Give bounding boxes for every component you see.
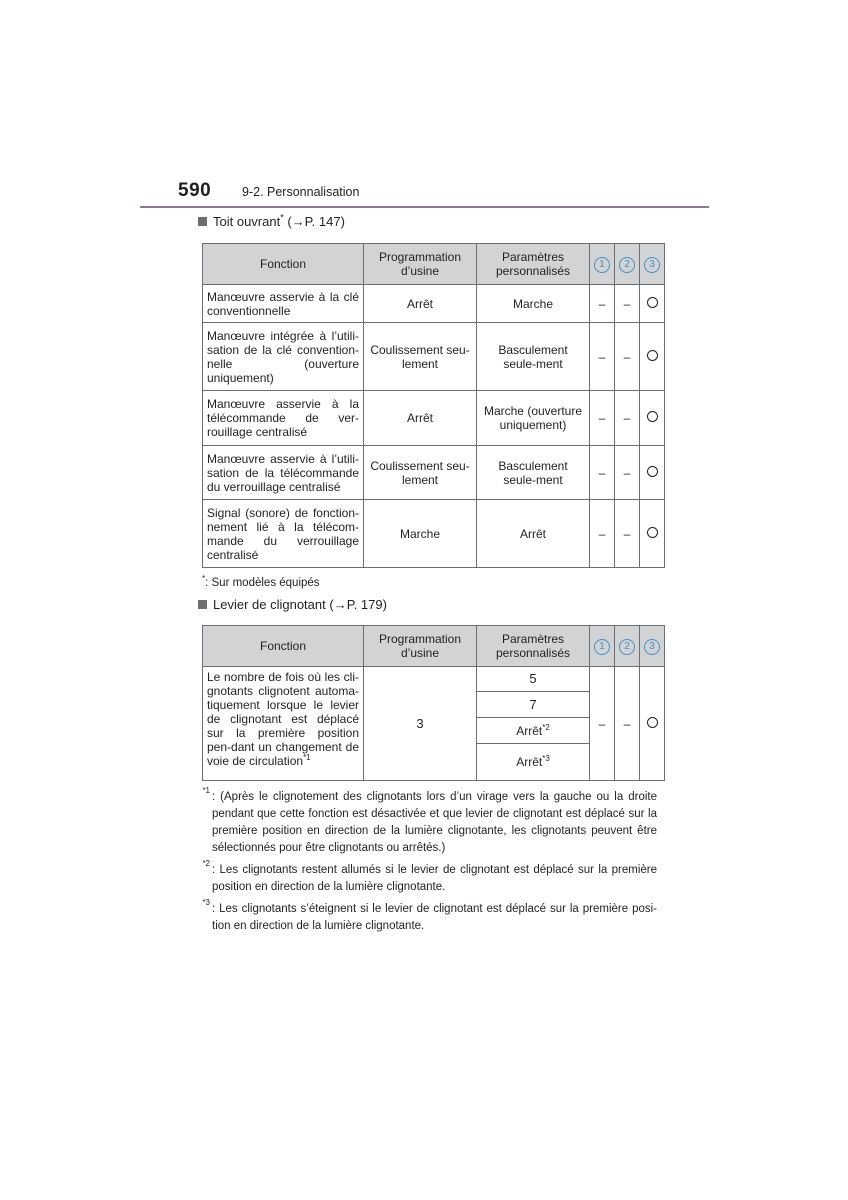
table-row: Manœuvre asservie à la télécommande de ver-rouillage centralisé Arrêt Marche (ouverture uniquement) – – <box>203 391 665 446</box>
col-function: Fonction <box>203 244 364 285</box>
col-factory: Programmation d’usine <box>364 244 477 285</box>
circled-3-icon: 3 <box>644 639 660 655</box>
table-row: Arrêt$^{*2}$ <box>203 718 665 744</box>
sunroof-table <box>202 243 665 568</box>
col-method-2 <box>615 244 640 285</box>
footnote-mark-1: *1 <box>202 786 210 796</box>
section-title-sunroof: Toit ouvrant* (→P. 147) <box>198 214 345 229</box>
table-row: Signal (sonore) de fonction-nement lié à la télécom-mande du verrouillage centralisé Marche Arrêt – – <box>203 500 665 568</box>
footnote-3: : Les clignotants s’éteignent si le levier de clignotant est déplacé sur la première posi-tion en direction de la lumière clignotante. <box>212 903 657 932</box>
col-method-1 <box>590 244 615 285</box>
circle-mark-icon <box>647 297 658 308</box>
circle-mark-icon <box>647 466 658 477</box>
table-header-row <box>203 626 665 667</box>
col-method-3 <box>640 626 665 667</box>
chapter-title: 9-2. Personnalisation <box>242 185 360 199</box>
table-row: Arrêt$^{*3}$ <box>203 744 665 781</box>
circled-2-icon: 2 <box>619 639 635 655</box>
turn-signal-table <box>202 625 665 781</box>
col-method-2 <box>615 626 640 667</box>
circled-3-icon: 3 <box>644 257 660 273</box>
table-row: Manœuvre asservie à l’utili-sation de la télécommande du verrouillage centralisé Coulissement seu-lement Basculement seule-ment – – <box>203 446 665 500</box>
circle-mark-icon <box>647 527 658 538</box>
col-custom: Paramètres personnalisés <box>477 244 590 285</box>
footnote-mark-2: *2 <box>202 859 210 869</box>
table-row: 7 <box>203 692 665 718</box>
square-bullet-icon <box>198 217 207 226</box>
footnote-2: : Les clignotants restent allumés si le levier de clignotant est déplacé sur la première position en direction de la lumière clignotante. <box>212 864 657 893</box>
page-number: 590 <box>178 180 212 201</box>
table-row: Manœuvre asservie à la clé conventionnelle Arrêt Marche – – <box>203 285 665 323</box>
footnote-1: : (Après le clignotement des clignotants lors d’un virage vers la gauche ou la droite pendant que cette fonction est désactivée et que levier de clignotant est déplacé sur la première position en direction de la lumière clignotante, les clignotants peuvent être sélectionnés pour être clignotants ou arrêtés.) <box>212 791 657 854</box>
col-method-3 <box>640 244 665 285</box>
circled-2-icon: 2 <box>619 257 635 273</box>
col-method-1 <box>590 626 615 667</box>
col-factory: Programmation d’usine <box>364 626 477 667</box>
sunroof-footnote: *: Sur modèles équipés <box>202 574 320 589</box>
circled-1-icon: 1 <box>594 257 610 273</box>
circled-1-icon: 1 <box>594 639 610 655</box>
table-row: Manœuvre intégrée à l’utili-sation de la clé convention-nelle (ouverture uniquement) Coulissement seu-lement Basculement seule-ment – – <box>203 323 665 391</box>
square-bullet-icon <box>198 600 207 609</box>
circle-mark-icon <box>647 411 658 422</box>
col-custom: Paramètres personnalisés <box>477 626 590 667</box>
circle-mark-icon <box>647 717 658 728</box>
header-rule <box>140 206 709 208</box>
table-header-row <box>203 244 665 285</box>
page-header <box>178 180 708 206</box>
col-function: Fonction <box>203 626 364 667</box>
table-row: Le nombre de fois où les cli-gnotants clignotent automa-tiquement lorsque le levier de clignotant est déplacé sur la première position pen-dant un changement de voie de circulation$^{*1}$ 3 5 – – <box>203 667 665 692</box>
circle-mark-icon <box>647 350 658 361</box>
footnote-mark-3: *3 <box>202 898 210 908</box>
section-title-turn-signal: Levier de clignotant (→P. 179) <box>198 597 387 612</box>
